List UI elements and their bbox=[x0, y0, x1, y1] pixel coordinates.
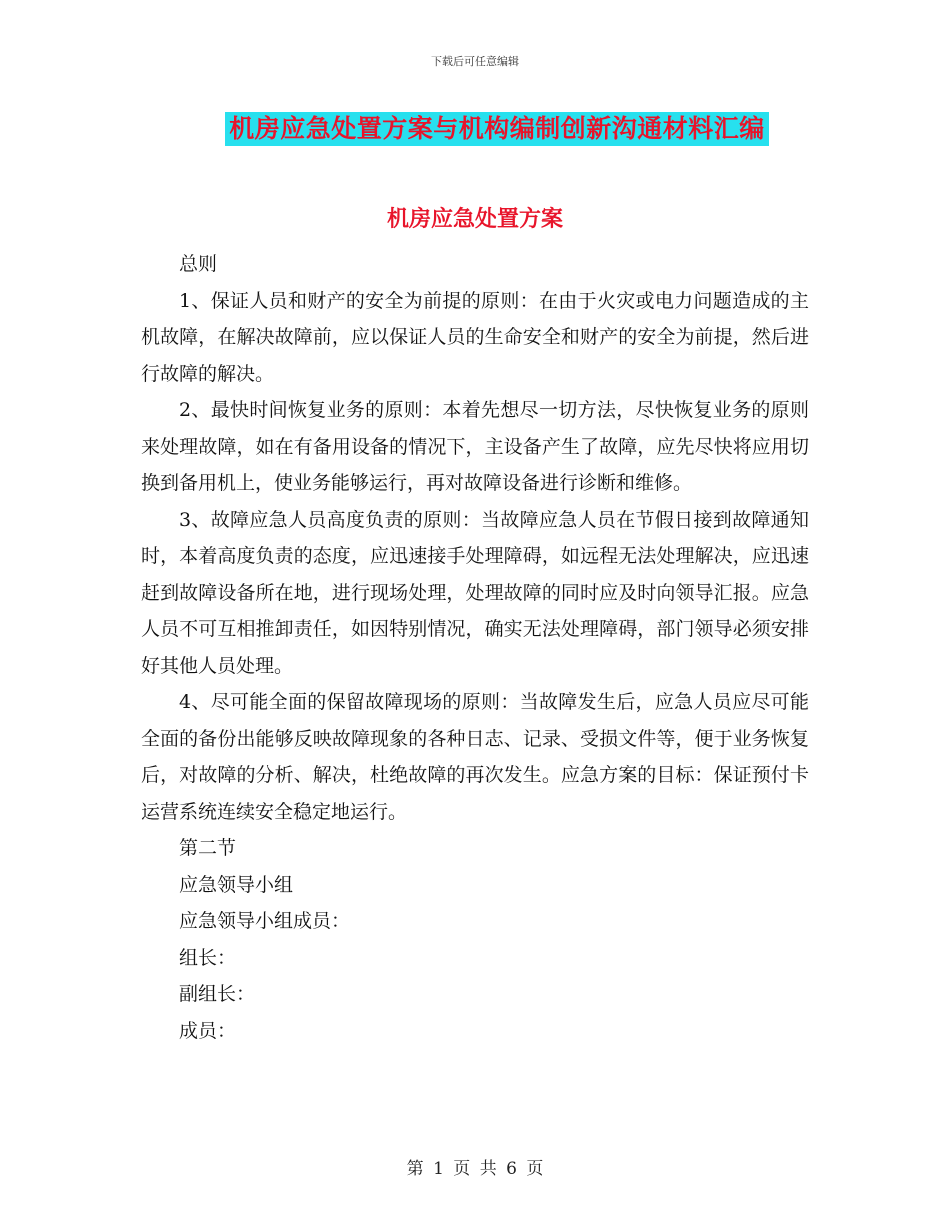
page-number-footer: 第 1 页 共 6 页 bbox=[406, 1159, 544, 1179]
line-deputy-leader: 副组长： bbox=[179, 983, 256, 1005]
paragraph-principle-1: 1、保证人员和财产的安全为前提的原则：在由于火灾或电力问题造成的主机故障，在解决故障前，应以保证人员的生命安全和财产的安全为前提，然后进行故障的解决。 bbox=[141, 289, 809, 385]
heading-section-two: 第二节 bbox=[179, 837, 237, 859]
document-body bbox=[141, 246, 809, 1049]
line-group-members: 应急领导小组成员： bbox=[179, 910, 351, 932]
document-title: 机房应急处置方案与机构编制创新沟通材料汇编 bbox=[225, 112, 769, 146]
paragraph-principle-3: 3、故障应急人员高度负责的原则：当故障应急人员在节假日接到故障通知时，本着高度负责的态度，应迅速接手处理障碍，如远程无法处理解决，应迅速赶到故障设备所在地，进行现场处理，处理故障的同时应及时向领导汇报。应急人员不可互相推卸责任，如因特别情况，确实无法处理障碍，部门领导必须安排好其他人员处理。 bbox=[141, 508, 809, 677]
line-members: 成员： bbox=[179, 1019, 237, 1042]
paragraph-principle-2: 2、最快时间恢复业务的原则：本着先想尽一切方法，尽快恢复业务的原则来处理故障，如在有备用设备的情况下，主设备产生了故障，应先尽快将应用切换到备用机上，使业务能够运行，再对故障设备进行诊断和维修。 bbox=[141, 399, 809, 494]
heading-general-principles: 总则 bbox=[179, 253, 218, 275]
page-header-note: 下载后可任意编辑 bbox=[431, 55, 519, 68]
document-title-container bbox=[0, 112, 950, 146]
heading-leadership-group: 应急领导小组 bbox=[179, 873, 294, 896]
paragraph-principle-4: 4、尽可能全面的保留故障现场的原则：当故障发生后，应急人员应尽可能全面的备份出能够反映故障现象的各种日志、记录、受损文件等，便于业务恢复后，对故障的分析、解决，杜绝故障的再次发生。应急方案的目标：保证预付卡运营系统连续安全稳定地运行。 bbox=[141, 691, 809, 823]
line-group-leader: 组长： bbox=[179, 946, 237, 969]
section-title: 机房应急处置方案 bbox=[386, 207, 563, 232]
